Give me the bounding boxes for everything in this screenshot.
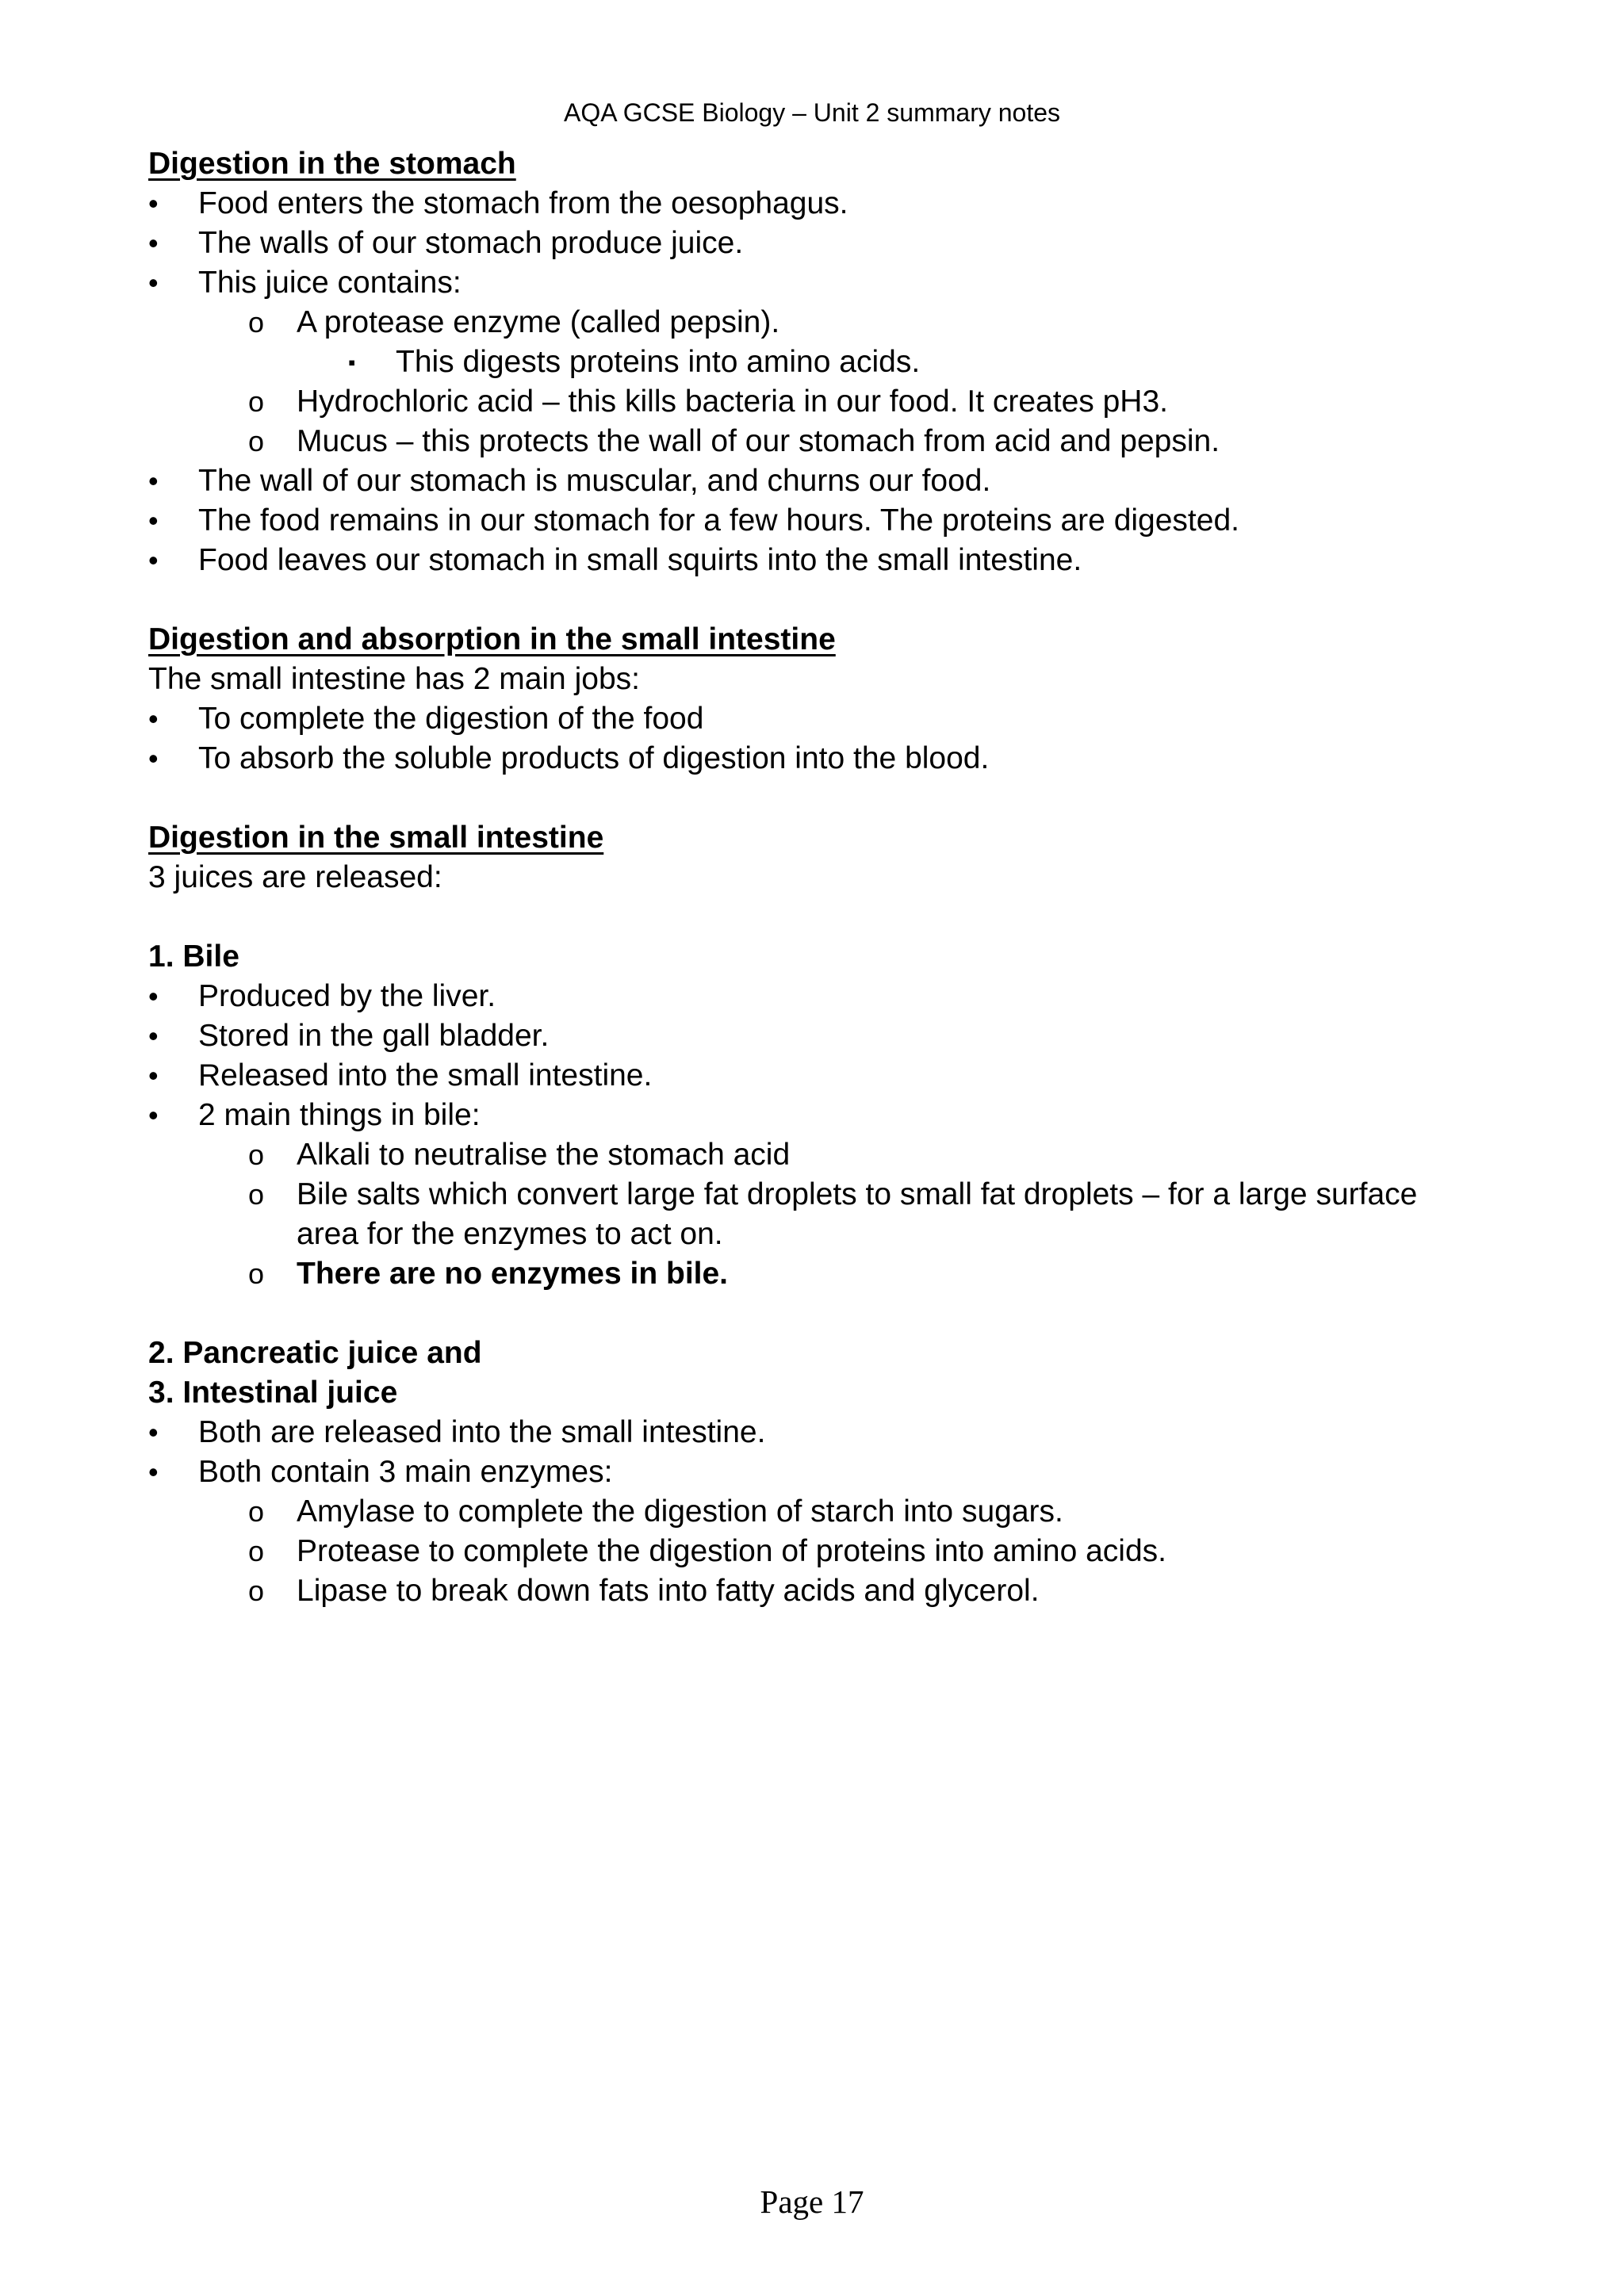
bullet-marker: • [148,227,159,259]
list-item-text: The walls of our stomach produce juice. [198,226,744,260]
list-item-text: A protease enzyme (called pepsin). [297,305,780,339]
list-item [148,1135,1480,1175]
circle-marker: o [248,1535,265,1567]
list-item [148,541,1480,580]
bile-list [148,977,1480,1294]
list-item [148,977,1480,1016]
circle-marker: o [248,1575,265,1607]
circle-marker: o [248,306,265,339]
list-item-text: Alkali to neutralise the stomach acid [297,1138,791,1172]
list-item [148,1452,1480,1492]
list-item-text: This juice contains: [198,266,462,300]
list-item [148,342,1480,382]
list-item-text: This digests proteins into amino acids. [396,345,921,379]
list-item-text: Mucus – this protects the wall of our stomach from acid and pepsin. [297,424,1220,458]
juices-list [148,1413,1480,1611]
list-item-text: Both contain 3 main enzymes: [198,1455,613,1489]
spacer [148,779,1480,818]
list-item-text: The food remains in our stomach for a few hours. The proteins are digested. [198,503,1239,538]
square-marker: ▪ [348,350,356,374]
section-intro: 3 juices are released: [148,860,442,894]
list-item [148,224,1480,263]
list-item [148,1056,1480,1096]
list-item-text: Amylase to complete the digestion of starch into sugars. [297,1494,1063,1529]
list-item-text: Protease to complete the digestion of proteins into amino acids. [297,1534,1166,1568]
list-item-text: Released into the small intestine. [198,1058,653,1093]
stomach-list [148,184,1480,580]
subheading-bile: 1. Bile [148,939,239,974]
spacer [148,897,1480,937]
list-item-text: Produced by the liver. [198,979,496,1013]
section-small-intestine [148,818,1480,897]
list-item [148,382,1480,422]
list-item-text: Both are released into the small intestine. [198,1415,766,1449]
bullet-marker: • [148,1456,159,1488]
bullet-marker: • [148,1020,159,1052]
list-item [148,699,1480,739]
bullet-marker: • [148,465,159,497]
section-bile [148,937,1480,1294]
bullet-marker: • [148,702,159,735]
list-item-text: To complete the digestion of the food [198,702,704,736]
bullet-marker: • [148,980,159,1012]
absorption-list [148,699,1480,779]
list-item-text: Stored in the gall bladder. [198,1019,550,1053]
list-item [148,739,1480,779]
list-item [148,184,1480,224]
circle-marker: o [248,385,265,418]
circle-marker: o [248,1257,265,1290]
bullet-marker: • [148,504,159,537]
list-item-text: To absorb the soluble products of digestion into the blood. [198,741,990,775]
list-item [148,422,1480,461]
bullet-marker: • [148,1099,159,1131]
bullet-marker: • [148,266,159,299]
list-item-text: Hydrochloric acid – this kills bacteria in our food. It creates pH3. [297,385,1168,419]
section-heading-absorption: Digestion and absorption in the small intestine [148,622,836,656]
spacer [148,580,1480,620]
list-item [148,501,1480,541]
list-item-text: 2 main things in bile: [198,1098,481,1132]
list-item [148,1254,1480,1294]
subheading-intestinal-juice: 3. Intestinal juice [148,1376,398,1410]
running-header: AQA GCSE Biology – Unit 2 summary notes [563,98,1061,127]
list-item-text: Food enters the stomach from the oesophagus. [198,186,848,220]
bullet-marker: • [148,1059,159,1092]
section-juices [148,1334,1480,1611]
bullet-marker: • [148,544,159,576]
subheading-pancreatic-juice: 2. Pancreatic juice and [148,1336,482,1370]
list-item-text: Bile salts which convert large fat droplets to small fat droplets – for a large surface area for the enzymes to act on. [297,1177,1418,1251]
bullet-marker: • [148,742,159,775]
list-item [148,263,1480,303]
list-item-text: Food leaves our stomach in small squirts into the small intestine. [198,543,1082,577]
circle-marker: o [248,1495,265,1528]
section-stomach [148,144,1480,580]
page-number: Page 17 [760,2183,864,2220]
list-item [148,1492,1480,1532]
list-item-text: The wall of our stomach is muscular, and churns our food. [198,464,991,498]
list-item [148,1016,1480,1056]
bullet-marker: • [148,1416,159,1448]
page-content [148,144,1480,1611]
list-item-text: Lipase to break down fats into fatty acids and glycerol. [297,1574,1040,1608]
list-item [148,303,1480,342]
section-heading-small-intestine: Digestion in the small intestine [148,821,604,855]
section-absorption [148,620,1480,779]
list-item [148,1175,1480,1254]
circle-marker: o [248,1138,265,1171]
list-item [148,1413,1480,1452]
bullet-marker: • [148,187,159,220]
circle-marker: o [248,1178,265,1211]
list-item-text-bold: There are no enzymes in bile. [297,1257,729,1291]
spacer [148,1294,1480,1334]
list-item [148,461,1480,501]
section-intro: The small intestine has 2 main jobs: [148,662,640,696]
section-heading-stomach: Digestion in the stomach [148,147,516,181]
list-item [148,1571,1480,1611]
circle-marker: o [248,425,265,457]
list-item [148,1096,1480,1135]
list-item [148,1532,1480,1571]
